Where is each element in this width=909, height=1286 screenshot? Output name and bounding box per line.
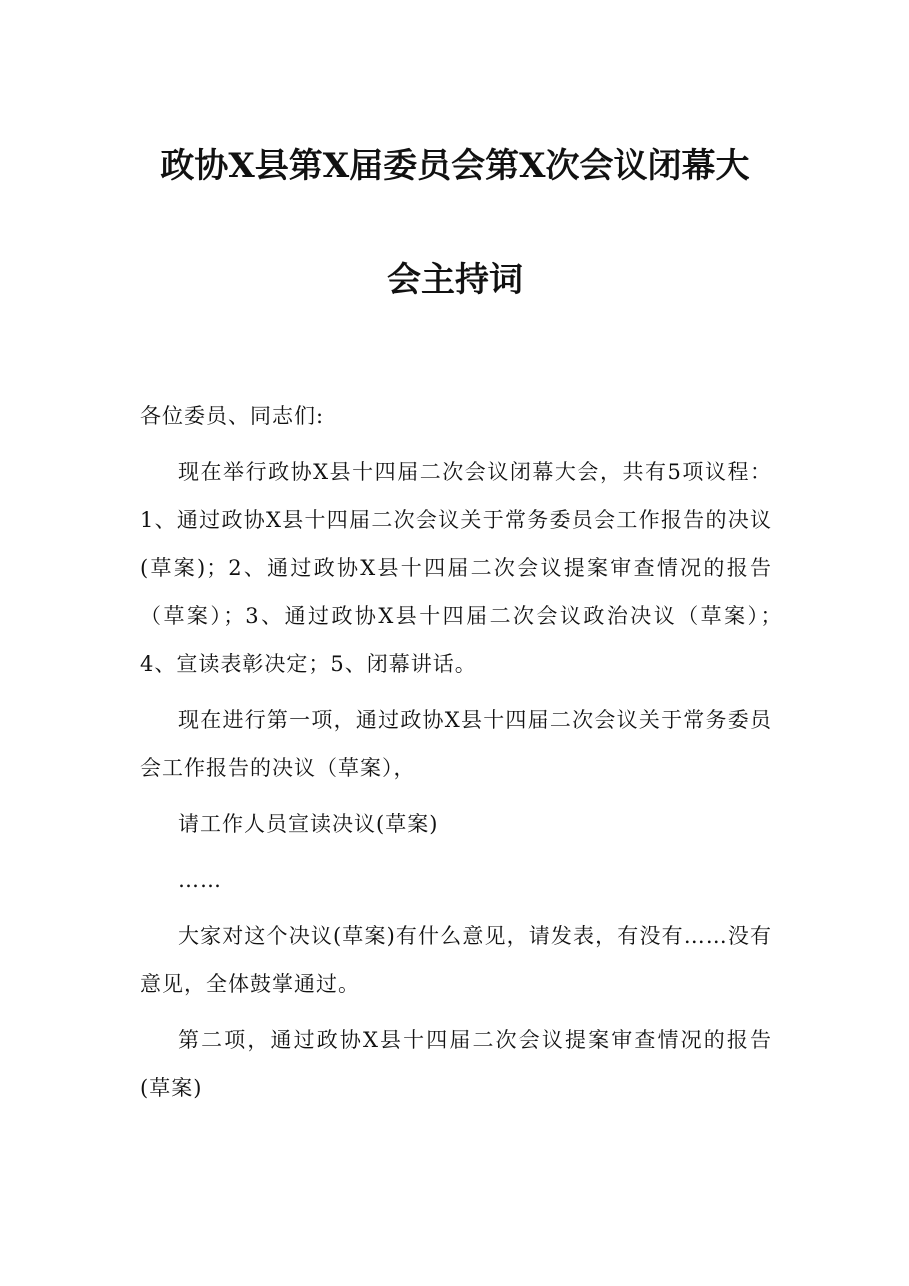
paragraph-opinions: 大家对这个决议(草案)有什么意见，请发表，有没有……没有意见，全体鼓掌通过。	[140, 924, 772, 996]
paragraph-item-one: 现在进行第一项，通过政协X县十四届二次会议关于常务委员会工作报告的决议（草案），	[140, 708, 772, 780]
document-body	[140, 392, 794, 1120]
document-title-line-2: 会主持词	[387, 260, 523, 300]
paragraph-ellipsis: ……	[178, 868, 222, 892]
paragraph-read-resolution: 请工作人员宣读决议(草案)	[178, 812, 439, 836]
paragraph-item-two: 第二项，通过政协X县十四届二次会议提案审查情况的报告(草案)	[140, 1028, 772, 1100]
salutation: 各位委员、同志们:	[140, 404, 325, 428]
document-title-line-1: 政协X县第X届委员会第X次会议闭幕大	[160, 146, 750, 186]
paragraph-agenda: 现在举行政协X县十四届二次会议闭幕大会，共有5项议程：1、通过政协X县十四届二次会议关于常务委员会工作报告的决议(草案)；2、通过政协X县十四届二次会议提案审查情况的报告（草案）；3、通过政协X县十四届二次会议政治决议（草案）； 4、宣读表彰决定；5、闭幕讲话。	[140, 460, 794, 676]
